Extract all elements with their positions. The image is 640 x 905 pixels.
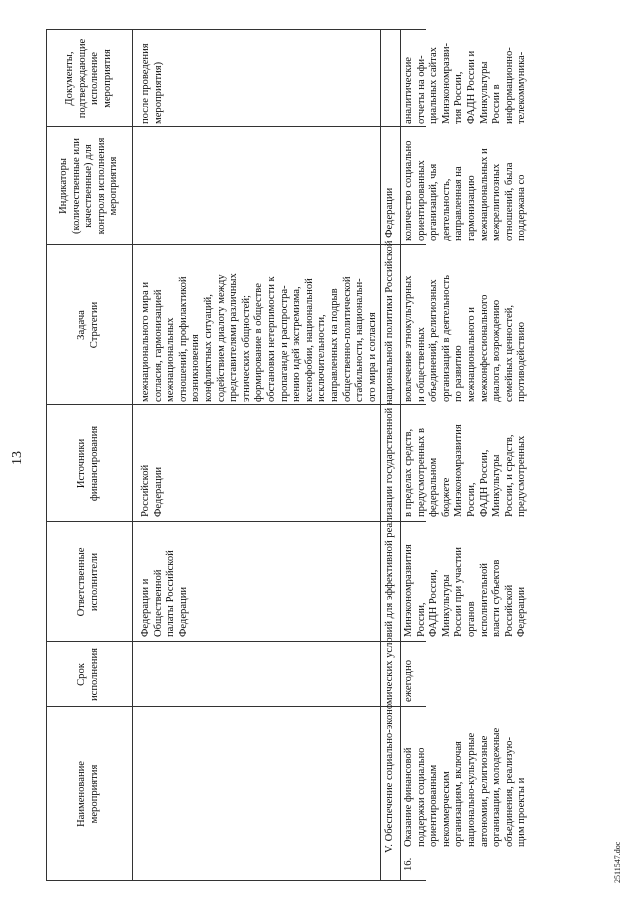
header-name-text: Наименование мероприятия <box>76 761 100 827</box>
header-term <box>46 642 132 707</box>
header-executors-text: Ответственные исполнители <box>76 547 100 617</box>
header-funding-text: Источники финансирования <box>76 425 100 502</box>
header-indicators-text: Индикаторы (количественные или качественные) для контроля исполнения мероприятия <box>58 137 120 235</box>
cont-task: межнационального мира и согласия, гармонизацией межнациональных отношений, профилактикой возникновения конфликтных ситуаций, содействием диалогу между представителями различных этнических общностей; формирование в обществе обстановки нетерпимости к пропаганде и распростра- нению идей экстремизма, ксенофобии, национальной исключительности, направленных на подрыв общественно-политической стабильности, национальн- ого мира и согласия <box>140 273 378 402</box>
section-title: V. Обеспечение социально-экономических условий для эффективной реализации государственной национальной политики Российской Федерации <box>384 187 395 853</box>
header-indicators <box>46 127 132 245</box>
header-term-text: Срок исполнения <box>76 647 100 702</box>
doc-footer: 2511547.doc <box>613 841 622 883</box>
header-executors <box>46 522 132 642</box>
row16-term: ежегодно <box>403 659 414 702</box>
header-bottom-border <box>132 30 133 881</box>
row16-executors: Минэкономразвития России, ФАДН России, Минкультуры России при участии органов исполнительной власти субъектов Российской Федерации <box>403 544 528 637</box>
header-task <box>46 245 132 405</box>
page-number: 13 <box>10 451 25 465</box>
section-top-border <box>380 30 381 881</box>
header-funding <box>46 405 132 522</box>
row16-task: вовлечение этнокультурных и общественных объединений, религиозных организаций в деятельность по развитию межнационального и межконфессионального диалога, возрождению семейных ценностей, противодействию <box>403 275 528 402</box>
cont-funding: Российской Федерации <box>140 464 164 517</box>
cont-executors: Федерации и Общественной палаты Российской Федерации <box>140 550 189 637</box>
header-name <box>46 707 132 881</box>
section-bottom-border <box>400 30 401 881</box>
row16-indicators: количество социально ориентированных организаций, чья деятельность, направленная на гармонизацию межнациональных и межрелигиозных отношений, была поддержана со <box>403 140 528 241</box>
header-documents-text: Документы, подтверждающие исполнение мероприятия <box>64 38 113 119</box>
header-task-text: Задача Стратегии <box>76 301 100 349</box>
row16-funding: в пределах средств, предусмотренных в федеральном бюджете Минэкономразвития России, ФАДН России, Минкультуры России, и средств, предусмотренных <box>403 424 528 517</box>
cont-documents: после проведения мероприятия) <box>140 43 164 124</box>
row16-name: Оказание финансовой поддержки социально ориентированным некоммерческим организациям, включая национально-культурные автономии, религиозные организации, молодежные объединения, реализую- щим проекты и <box>403 727 528 847</box>
header-documents <box>46 30 132 127</box>
row16-number: 16. <box>403 857 414 871</box>
row16-documents: аналитические отчеты на офи- циальных сайтах Минэкономразви- тия России, ФАДН России и Минкультуры России в информационно- телекоммуника- <box>403 42 528 124</box>
